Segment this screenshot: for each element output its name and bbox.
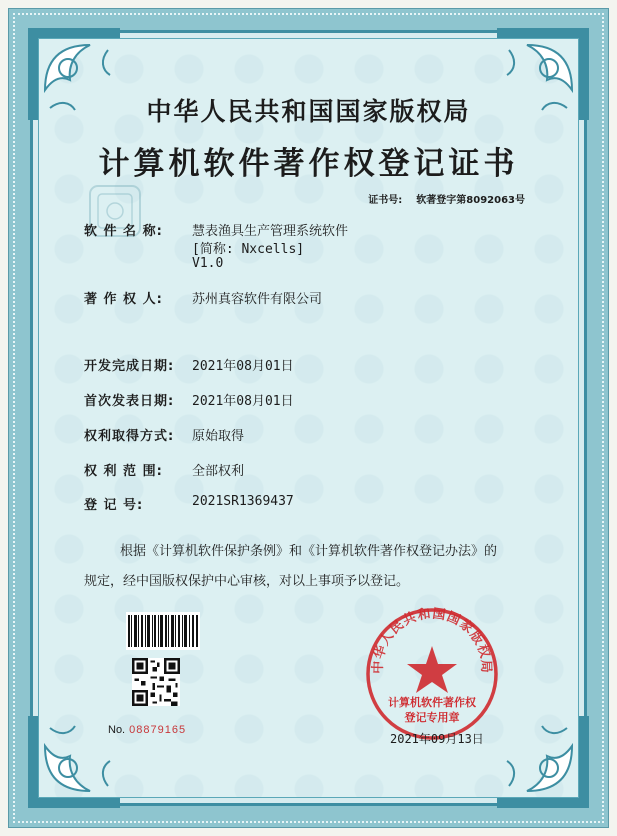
completion-date-label: 开发完成日期: xyxy=(84,359,175,374)
barcode-icon xyxy=(126,612,200,650)
issue-date: 2021年09月13日 xyxy=(390,732,484,746)
seal-center-line-1: 计算机软件著作权 xyxy=(388,696,476,709)
serial-value: 08879165 xyxy=(129,724,187,736)
qr-code-icon xyxy=(132,658,180,706)
software-short-name: [简称: Nxcells] xyxy=(192,242,305,257)
certificate-number-label: 证书号: xyxy=(368,195,403,206)
rights-scope-value: 全部权利 xyxy=(192,464,245,479)
seal-ring-text: 中华人民共和国国家版权局 xyxy=(370,606,494,674)
corner-ornament-icon xyxy=(487,706,597,816)
acquisition-method-value: 原始取得 xyxy=(192,429,245,444)
corner-ornament-icon xyxy=(20,706,130,816)
copyright-owner-value: 苏州真容软件有限公司 xyxy=(192,292,323,307)
acquisition-method-label: 权利取得方式: xyxy=(84,429,175,444)
rights-scope-label: 权 利 范 围: xyxy=(84,464,163,479)
software-name-label: 软 件 名 称: xyxy=(84,224,163,239)
publication-date-value: 2021年08月01日 xyxy=(192,394,294,409)
serial-label: No. xyxy=(108,724,126,736)
serial-number xyxy=(108,724,186,736)
certificate-number-value: 软著登字第8092063号 xyxy=(416,195,525,206)
completion-date-value: 2021年08月01日 xyxy=(192,359,294,374)
statement-line-2: 规定，经中国版权保护中心审核，对以上事项予以登记。 xyxy=(84,574,410,589)
certificate-number xyxy=(368,191,525,206)
copyright-owner-label: 著 作 权 人: xyxy=(84,292,163,307)
registration-no-label: 登 记 号: xyxy=(84,498,144,513)
registration-no-value: 2021SR1369437 xyxy=(192,494,294,509)
publication-date-label: 首次发表日期: xyxy=(84,394,175,409)
certificate-title: 计算机软件著作权登记证书 xyxy=(98,146,519,182)
statement-line-1: 根据《计算机软件保护条例》和《计算机软件著作权登记办法》的 xyxy=(120,544,498,559)
seal-center-line-2: 登记专用章 xyxy=(404,711,460,724)
issuer-name: 中华人民共和国国家版权局 xyxy=(146,97,471,126)
software-version: V1.0 xyxy=(192,256,224,271)
software-name-value: 慧表渔具生产管理系统软件 xyxy=(192,224,349,239)
